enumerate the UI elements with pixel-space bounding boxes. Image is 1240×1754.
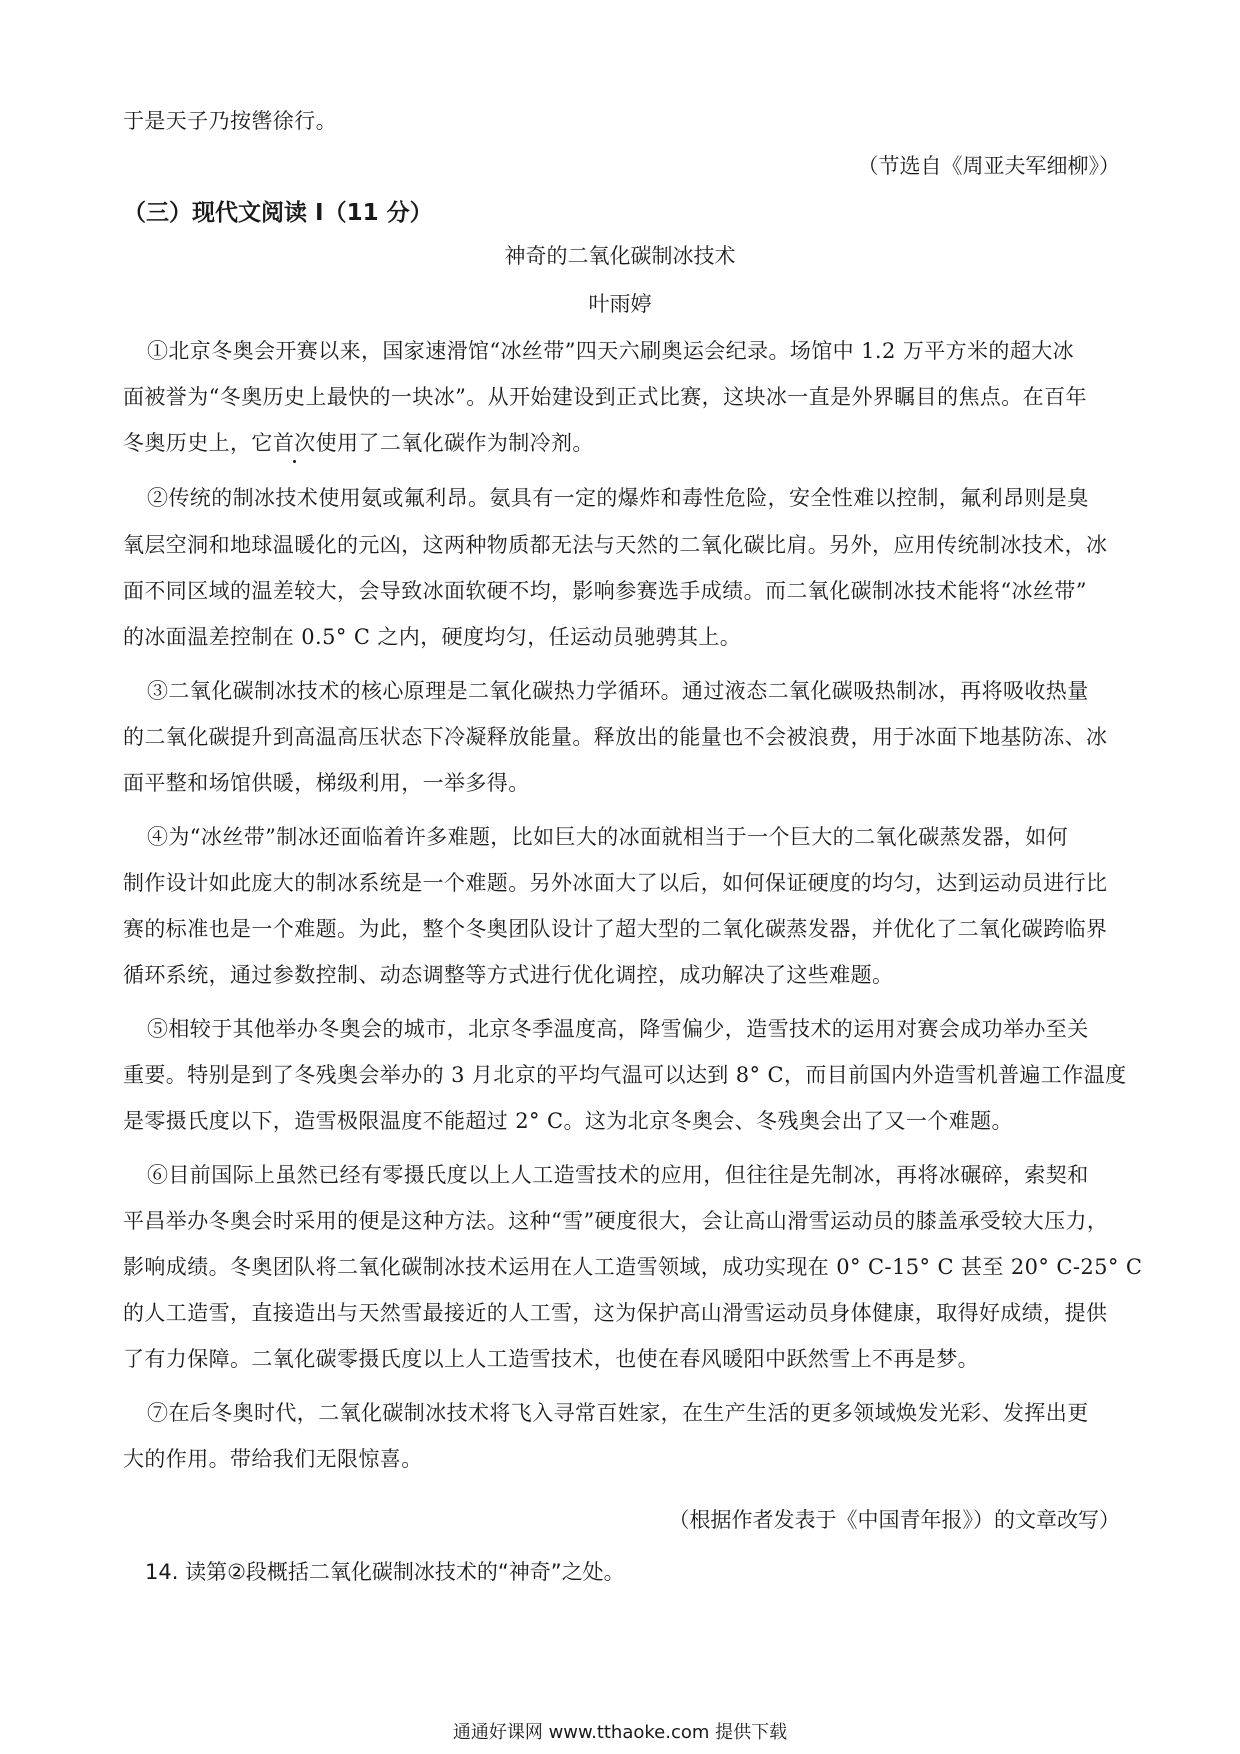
paragraph-line: ③二氧化碳制冰技术的核心原理是二氧化碳热力学循环。通过液态二氧化碳吸热制冰，再将吸收热量	[147, 679, 1089, 703]
paragraph-line: 面平整和场馆供暖，梯级利用，一举多得。	[123, 771, 530, 795]
text-segment: 使用了二氧化碳作为制冷剂。	[315, 431, 594, 455]
previous-text-source: （节选自《周亚夫军细柳》）	[857, 154, 1120, 178]
paragraph-line: ⑦在后冬奥时代，二氧化碳制冰技术将飞入寻常百姓家，在生产生活的更多领域焕发光彩、发挥出更	[147, 1401, 1089, 1425]
paragraph-line: 影响成绩。冬奥团队将二氧化碳制冰技术运用在人工造雪领域，成功实现在 0° C-15° C 甚至 20° C-25° C	[123, 1255, 1143, 1279]
paragraph-line: ①北京冬奥会开赛以来，国家速滑馆“冰丝带”四天六刷奥运会纪录。场馆中 1.2 万平方米的超大冰	[147, 339, 1075, 363]
paragraph-line: 的冰面温差控制在 0.5° C 之内，硬度均匀，任运动员驰骋其上。	[123, 625, 742, 649]
paragraph-line	[123, 428, 594, 458]
paragraph-line: ⑥目前国际上虽然已经有零摄氏度以上人工造雪技术的应用，但往往是先制冰，再将冰碾碎，索契和	[147, 1163, 1089, 1187]
paragraph-line: 循环系统，通过参数控制、动态调整等方式进行优化调控，成功解决了这些难题。	[123, 963, 894, 987]
paragraph-line: ④为“冰丝带”制冰还面临着许多难题，比如巨大的冰面就相当于一个巨大的二氧化碳蒸发器，如何	[147, 825, 1069, 849]
section-heading: （三）现代文阅读 I（11 分）	[123, 200, 433, 226]
paragraph-line: 大的作用。带给我们无限惊喜。	[123, 1447, 423, 1471]
paragraph-line: 制作设计如此庞大的制冰系统是一个难题。另外冰面大了以后，如何保证硬度的均匀，达到运动员进行比	[123, 871, 1108, 895]
paragraph-line: 赛的标准也是一个难题。为此，整个冬奥团队设计了超大型的二氧化碳蒸发器，并优化了二氧化碳跨临界	[123, 917, 1108, 941]
paragraph-line: ⑤相较于其他举办冬奥会的城市，北京冬季温度高，降雪偏少，造雪技术的运用对赛会成功举办至关	[147, 1017, 1089, 1041]
article-author: 叶雨婷	[588, 292, 652, 316]
previous-text-line: 于是天子乃按辔徐行。	[123, 109, 337, 133]
paragraph-line: ②传统的制冰技术使用氨或氟利昂。氨具有一定的爆炸和毒性危险，安全性难以控制，氟利昂则是臭	[147, 486, 1089, 510]
article-title: 神奇的二氧化碳制冰技术	[504, 244, 736, 268]
text-segment: 冬奥历史上，它	[123, 431, 273, 455]
paragraph-line: 面被誉为“冬奥历史上最快的一块冰”。从开始建设到正式比赛，这块冰一直是外界瞩目的焦点。在百年	[123, 385, 1087, 409]
paragraph-line: 了有力保障。二氧化碳零摄氏度以上人工造雪技术，也使在春风暖阳中跃然雪上不再是梦。	[123, 1347, 979, 1371]
question-14: 14. 读第②段概括二氧化碳制冰技术的“神奇”之处。	[145, 1560, 625, 1584]
paragraph-line: 氧层空洞和地球温暖化的元凶，这两种物质都无法与天然的二氧化碳比肩。另外，应用传统制冰技术，冰	[123, 533, 1108, 557]
paragraph-line: 的人工造雪，直接造出与天然雪最接近的人工雪，这为保护高山滑雪运动员身体健康，取得好成绩，提供	[123, 1301, 1108, 1325]
paragraph-line: 平昌举办冬奥会时采用的便是这种方法。这种“雪”硬度很大，会让高山滑雪运动员的膝盖承受较大压力，	[123, 1209, 1109, 1233]
paragraph-line: 面不同区域的温差较大，会导致冰面软硬不均，影响参赛选手成绩。而二氧化碳制冰技术能将“冰丝带”	[123, 579, 1087, 603]
footer-watermark: 通通好课网 www.tthaoke.com 提供下载	[452, 1722, 788, 1743]
paragraph-line: 的二氧化碳提升到高温高压状态下冷凝释放能量。释放出的能量也不会被浪费，用于冰面下地基防冻、冰	[123, 725, 1108, 749]
emphasized-text: 首次	[272, 431, 316, 455]
article-source: （根据作者发表于《中国青年报》）的文章改写）	[668, 1508, 1120, 1532]
paragraph-line: 是零摄氏度以下，造雪极限温度不能超过 2° C。这为北京冬奥会、冬残奥会出了又一个难题。	[123, 1109, 1013, 1133]
paragraph-line: 重要。特别是到了冬残奥会举办的 3 月北京的平均气温可以达到 8° C，而目前国内外造雪机普遍工作温度	[123, 1063, 1127, 1087]
